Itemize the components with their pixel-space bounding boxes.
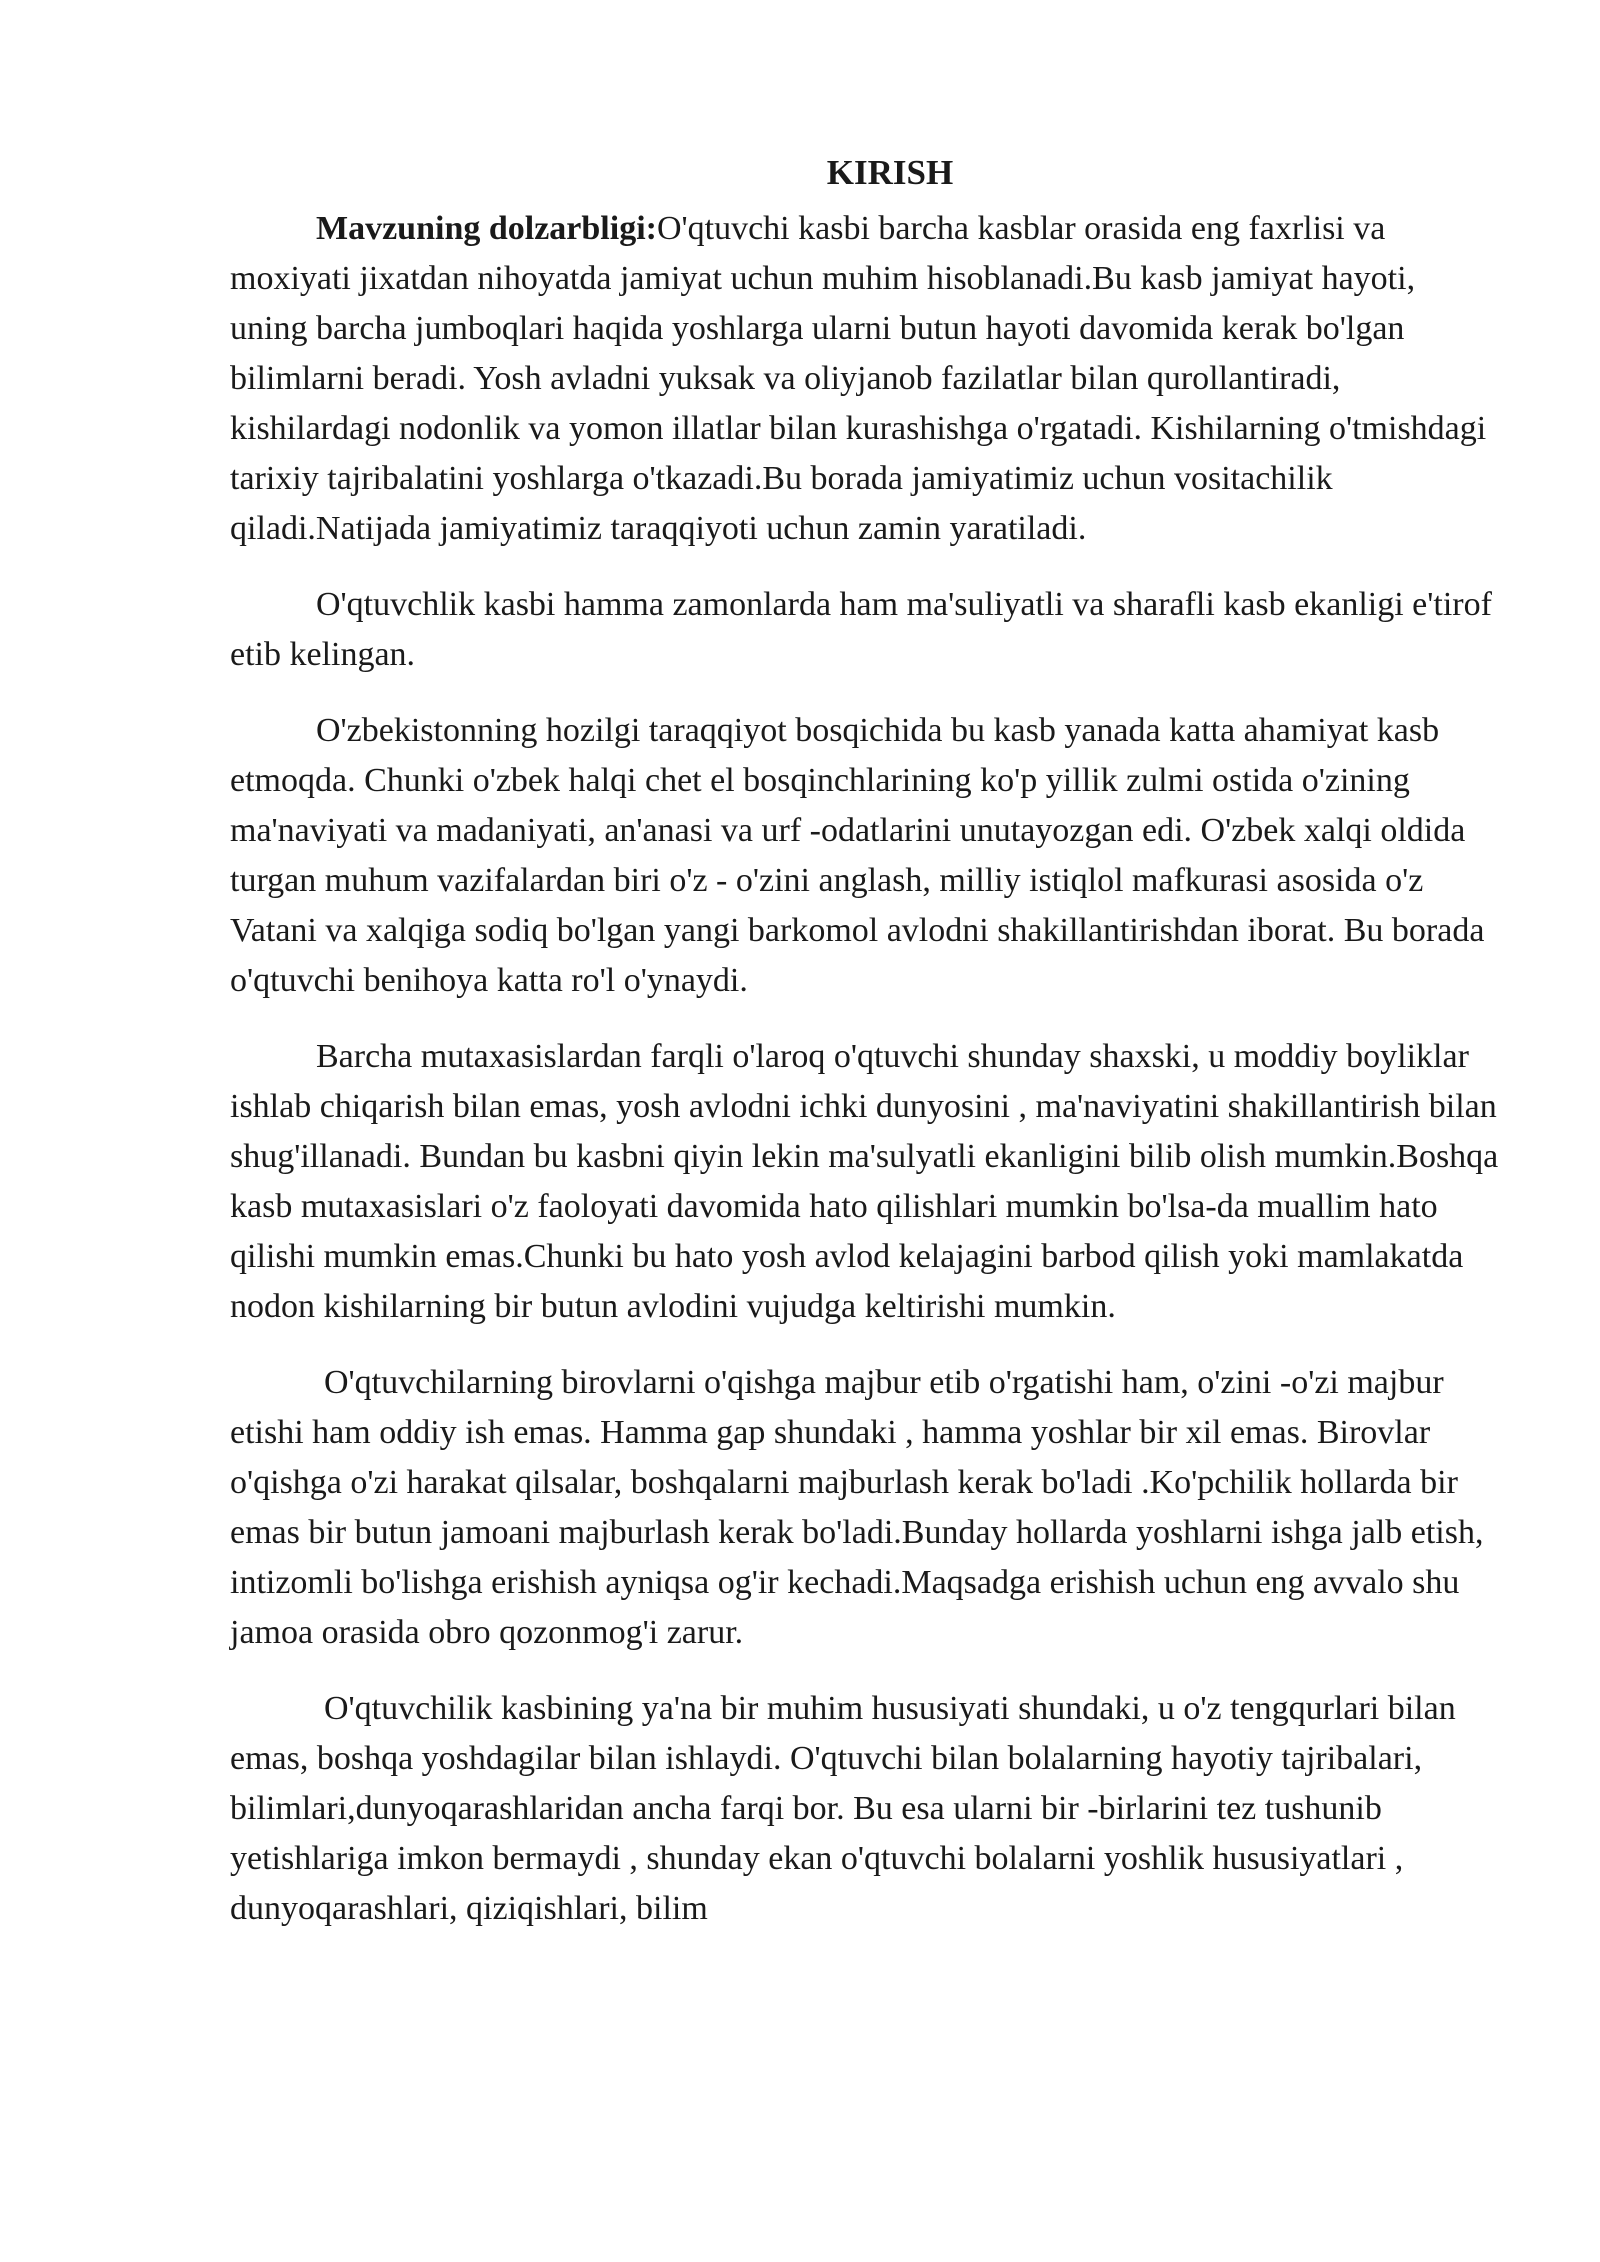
paragraph-text: O'zbekistonning hozilgi taraqqiyot bosqichida bu kasb yanada katta ahamiyat kasb etmoqda. Chunki o'zbek halqi chet el bosqinchlarining ko'p yillik zulmi ostida o'zining ma'naviyati va madaniyati, an'anasi va urf -odatlarini unutayozgan edi. O'zbek xalqi oldida turgan muhum vazifalardan biri o'z - o'zini anglash, milliy istiqlol mafkurasi asosida o'z Vatani va xalqiga sodiq bo'lgan yangi barkomol avlodni shakillantirishdan iborat. Bu borada o'qtuvchi benihoya katta ro'l o'ynaydi.	[230, 712, 1485, 999]
paragraph-text: O'qtuvchilik kasbining ya'na bir muhim hususіyati shundaki, u o'z tengqurlari bilan emas, boshqa yoshdagilar bilan ishlaydi. O'qtuvchi bilan bolalarning hayotiy tajribalari, bilimlari,dunyoqarashlaridan ancha farqi bor. Bu esa ularni bir -birlarini tez tushunib yetishlariga imkon bermaydi , shunday ekan o'qtuvchi bolalarni yoshlik hususіyatlari , dunyoqarashlari, qiziqishlari, bilim	[230, 1690, 1456, 1927]
page-title: KIRISH	[826, 153, 954, 192]
document-body	[230, 148, 1500, 1960]
paragraph-text: Barcha mutaxasislardan farqli o'laroq o'qtuvchi shunday shaxski, u moddiy boyliklar ishlab chiqarish bilan emas, yosh avlodni ichki dunyosini , ma'naviyatini shakillantirish bilan shug'illanadi. Bundan bu kasbni qiyin lekin ma'sulyatli ekanligini bilib olish mumkin.Boshqa kasb mutaxasislari o'z faoloyati davomida hato qilishlari mumkin bo'lsa-da muallim hato qilishi mumkin emas.Chunki bu hato yosh avlod kelajagini barbod qilish yoki mamlakatda nodon kishilarning bir butun avlodini vujudga keltirishi mumkin.	[230, 1038, 1499, 1325]
paragraph-lead: Mavzuning dolzarbligi:	[316, 210, 657, 247]
paragraph-text: O'qtuvchilarning birovlarni o'qishga majbur etib o'rgatishi ham, o'zini -o'zi majbur etishi ham oddiy ish emas. Hamma gap shundaki , hamma yoshlar bir xil emas. Birovlar o'qishga o'zi harakat qilsalar, boshqalarni majburlash kerak bo'ladi .Ko'pchilik hollarda bir emas bir butun jamoani majburlash kerak bo'ladi.Bunday hollarda yoshlarni ishga jalb etish, intizomli bo'lishga erishish ayniqsa og'ir kechadi.Maqsadga erishish uchun eng avvalo shu jamoa orasida obro qozonmog'i zarur.	[230, 1364, 1484, 1651]
paragraph-text: O'qtuvchlik kasbi hamma zamonlarda ham ma'suliyatli va sharafli kasb ekanligi e'tirof etib kelingan.	[230, 586, 1492, 673]
paragraph-relevance	[230, 204, 1500, 554]
paragraph-text: O'qtuvchi kasbi barcha kasblar orasida eng faxrlisi va moxiyati jixatdan nihoyatda jamiyat uchun muhim hisoblanadi.Bu kasb jamiyat hayoti, uning barcha jumboqlari haqida yoshlarga ularni butun hayoti davomida kerak bo'lgan bilimlarni beradi. Yosh avladni yuksak va oliyjanob fazilatlar bilan qurollantiradi, kishilardagi nodonlik va yomon illatlar bilan kurashishga o'rgatadi. Kishilarning o'tmishdagi tarixiy tajribalatini yoshlarga o'tkazadi.Bu borada jamiyatimiz uchun vositachilik qiladi.Natijada jamiyatimiz taraqqiyoti uchun zamin yaratiladi.	[230, 210, 1487, 547]
